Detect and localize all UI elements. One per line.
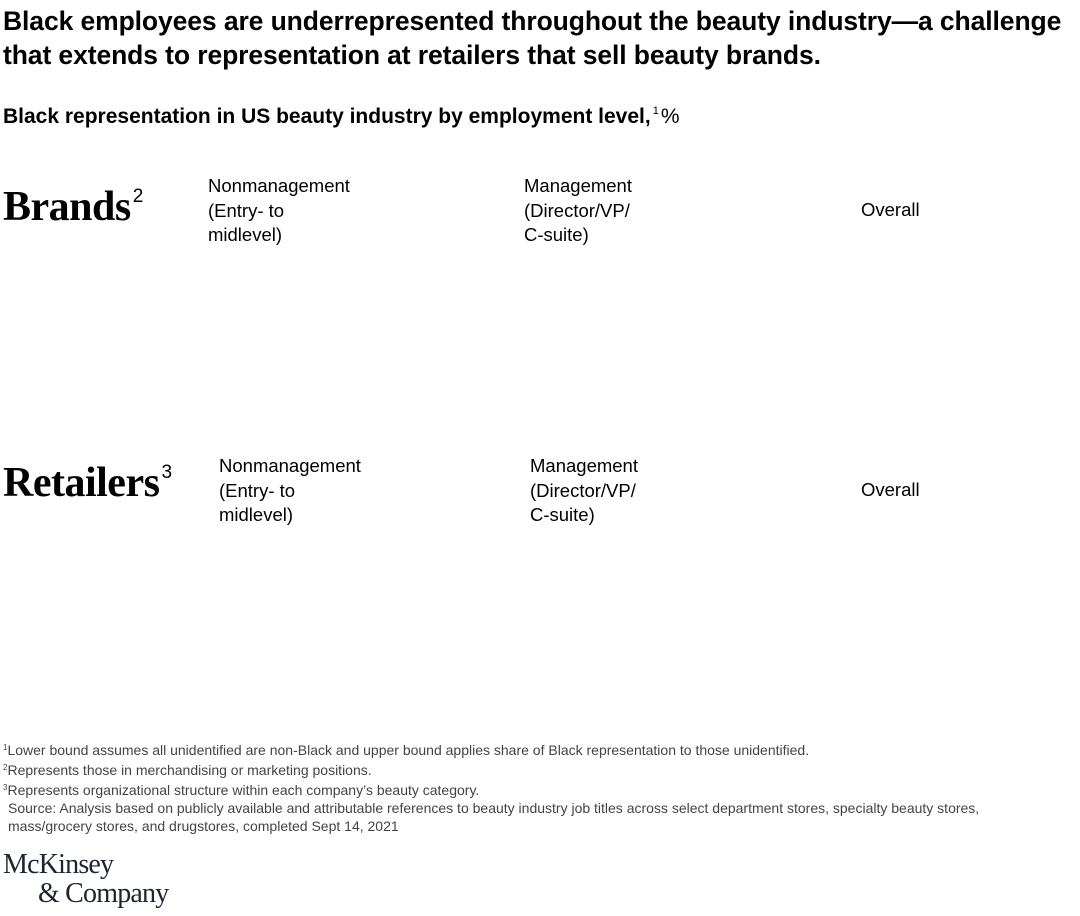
footnote-3-mark: 3 (3, 783, 8, 792)
brands-title-text: Brands (3, 184, 131, 230)
brands-col-nonmanagement: Nonmanagement (Entry- to midlevel) (208, 175, 350, 245)
retailers-col-nonmanagement: Nonmanagement (Entry- to midlevel) (219, 455, 361, 525)
footnote-2 (3, 759, 1073, 779)
footnotes (3, 739, 1073, 835)
subtitle-footnote-ref: 1 (652, 105, 659, 117)
brands-section-title (3, 173, 143, 231)
headline: Black employees are underrepresented throughout the beauty industry—a challenge that extends to representation at retailers that sell beauty brands. (3, 6, 1062, 70)
footnote-2-mark: 2 (3, 763, 8, 772)
footnote-3 (3, 779, 1073, 799)
subtitle-unit: % (660, 105, 680, 128)
retailers-title-text: Retailers (3, 460, 160, 506)
footnote-1-text: Lower bound assumes all unidentified are non-Black and upper bound applies share of Black representation to those unidentified. (7, 742, 810, 758)
retailers-col-management: Management (Director/VP/ C-suite) (530, 455, 638, 525)
source-note: Source: Analysis based on publicly available and attributable references to beauty industry job titles across select department stores, specialty beauty stores, mass/grocery stores, and drugstores, completed Sept 14, 2021 (8, 800, 980, 834)
brands-title-footnote: 2 (132, 186, 143, 207)
logo-line-2: & Company (38, 878, 169, 909)
footnote-1 (3, 739, 1073, 759)
subtitle-text: Black representation in US beauty industry by employment level, (3, 105, 651, 128)
logo-line-1: McKinsey (3, 849, 114, 880)
footnote-3-text: Represents organizational structure within each company’s beauty category. (7, 782, 480, 798)
retailers-section-title (3, 449, 172, 507)
footnote-2-text: Represents those in merchandising or marketing positions. (7, 762, 372, 778)
mckinsey-logo (3, 850, 168, 908)
brands-col-management: Management (Director/VP/ C-suite) (524, 175, 632, 245)
retailers-col-overall: Overall (861, 479, 920, 500)
brands-col-overall: Overall (861, 199, 920, 220)
retailers-title-footnote: 3 (161, 462, 172, 483)
footnote-1-mark: 1 (3, 743, 8, 752)
chart-subtitle (3, 105, 680, 129)
